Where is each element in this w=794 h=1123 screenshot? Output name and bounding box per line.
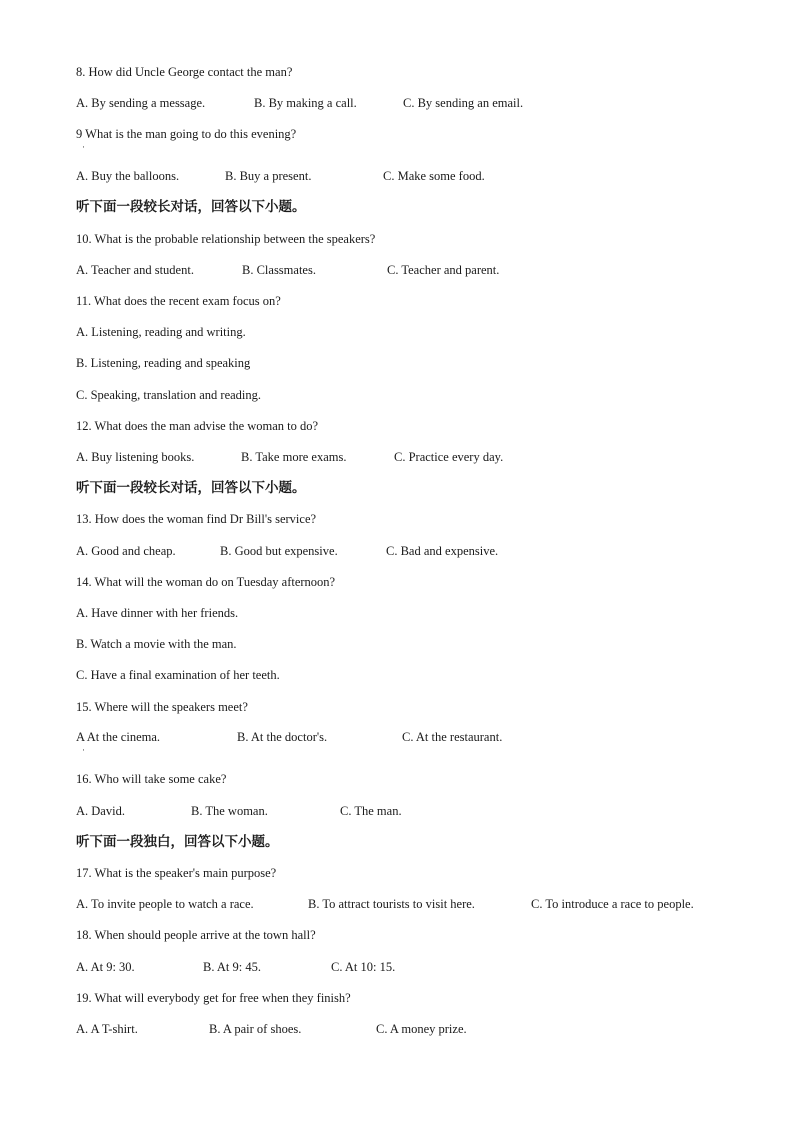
option-c: C. Speaking, translation and reading. (76, 388, 262, 402)
option-a: A. Teacher and student. (76, 263, 194, 277)
option-c: C. The man. (340, 804, 402, 818)
question-18-stem: 18. When should people arrive at the town hall? (76, 928, 316, 942)
question-13-stem: 13. How does the woman find Dr Bill's service? (76, 512, 317, 526)
option-b: B. At 9: 45. (203, 960, 261, 974)
option-b: B. To attract tourists to visit here. (308, 897, 475, 911)
option-a: A. By sending a message. (76, 96, 206, 110)
option-c: C. Bad and expensive. (386, 544, 499, 558)
option-c: C. Have a final examination of her teeth. (76, 668, 280, 682)
question-16-stem: 16. Who will take some cake? (76, 772, 227, 786)
option-a: A. At 9: 30. (76, 960, 135, 974)
option-b: B. Good but expensive. (220, 544, 338, 558)
option-b: B. A pair of shoes. (209, 1022, 302, 1036)
question-19-stem: 19. What will everybody get for free when they finish? (76, 991, 351, 1005)
option-b: B. By making a call. (254, 96, 357, 110)
option-b: B. Classmates. (242, 263, 316, 277)
option-b: B. Take more exams. (241, 450, 347, 464)
option-b: B. At the doctor's. (237, 730, 328, 744)
section-heading: 听下面一段较长对话，回答以下小题。 (76, 199, 306, 215)
question-15-stem: 15. Where will the speakers meet? (76, 700, 248, 714)
section-heading: 听下面一段独白，回答以下小题。 (76, 834, 279, 850)
option-c: C. Practice every day. (394, 450, 504, 464)
option-c: C. At 10: 15. (331, 960, 396, 974)
option-a: A. A T-shirt. (76, 1022, 138, 1036)
option-a: A. David. (76, 804, 125, 818)
option-a: A. Good and cheap. (76, 544, 176, 558)
artifact-dot: · (82, 142, 85, 152)
option-c: C. To introduce a race to people. (531, 897, 694, 911)
option-b: B. Listening, reading and speaking (76, 356, 251, 370)
option-a: A At the cinema. (76, 730, 161, 744)
question-9-stem: 9 What is the man going to do this evening? (76, 127, 297, 141)
question-11-stem: 11. What does the recent exam focus on? (76, 294, 281, 308)
option-a: A. To invite people to watch a race. (76, 897, 254, 911)
option-b: B. The woman. (191, 804, 268, 818)
option-c: C. Teacher and parent. (387, 263, 500, 277)
artifact-dot: · (82, 745, 85, 755)
option-a: A. Listening, reading and writing. (76, 325, 246, 339)
section-heading: 听下面一段较长对话，回答以下小题。 (76, 480, 306, 496)
option-b: B. Watch a movie with the man. (76, 637, 237, 651)
option-a: A. Buy listening books. (76, 450, 195, 464)
option-b: B. Buy a present. (225, 169, 312, 183)
option-c: C. A money prize. (376, 1022, 467, 1036)
option-c: C. At the restaurant. (402, 730, 503, 744)
question-17-stem: 17. What is the speaker's main purpose? (76, 866, 277, 880)
question-12-stem: 12. What does the man advise the woman to do? (76, 419, 319, 433)
question-14-stem: 14. What will the woman do on Tuesday afternoon? (76, 575, 336, 589)
option-a: A. Have dinner with her friends. (76, 606, 239, 620)
option-a: A. Buy the balloons. (76, 169, 180, 183)
question-10-stem: 10. What is the probable relationship between the speakers? (76, 232, 376, 246)
option-c: C. Make some food. (383, 169, 485, 183)
option-c: C. By sending an email. (403, 96, 524, 110)
question-8-stem: 8. How did Uncle George contact the man? (76, 65, 293, 79)
